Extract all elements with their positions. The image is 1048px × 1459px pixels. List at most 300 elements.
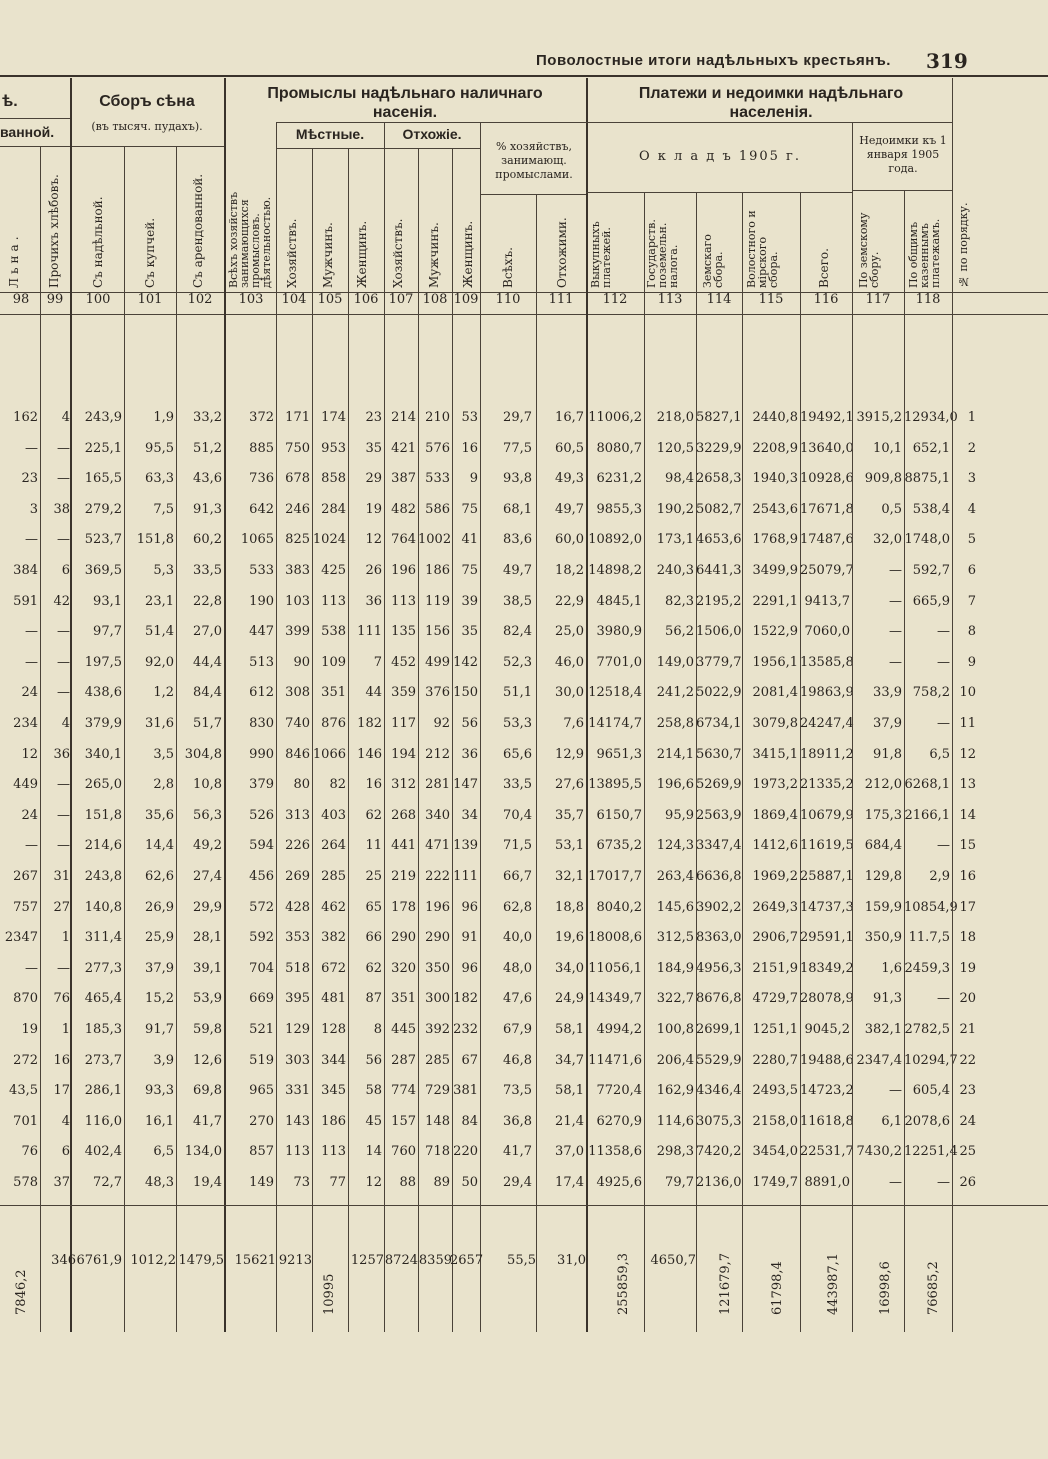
table-cell: 1,9: [153, 410, 174, 425]
table-cell: 151,8: [136, 532, 174, 548]
table-cell: 345: [321, 1083, 346, 1099]
table-cell: 909,8: [864, 471, 902, 487]
table-cell: 750: [285, 440, 310, 456]
table-cell: 225,1: [84, 440, 122, 456]
table-cell: 17,4: [555, 1175, 584, 1190]
table-cell: 25,9: [145, 930, 174, 946]
table-cell: 462: [321, 899, 346, 915]
table-cell: 12: [365, 1175, 382, 1190]
table-cell: 2459,3: [904, 960, 950, 976]
table-cell: 52,3: [503, 654, 532, 670]
table-row: [0, 410, 1048, 435]
table-cell: 5: [967, 532, 976, 548]
table-cell: 218,0: [656, 410, 694, 425]
table-cell: 704: [249, 960, 274, 976]
divider: [480, 292, 481, 1332]
table-cell: 17671,8: [800, 501, 854, 517]
table-cell: 37,9: [873, 716, 902, 731]
table-cell: 196,6: [656, 777, 694, 793]
table-cell: 1969,2: [752, 869, 798, 884]
table-cell: 162: [13, 410, 38, 425]
table-row: [0, 900, 1048, 925]
table-cell: 53,9: [193, 991, 222, 1007]
totals-rule: [0, 1205, 1048, 1206]
table-cell: 39,1: [193, 960, 222, 976]
table-cell: 576: [425, 440, 450, 456]
table-cell: 67: [461, 1052, 478, 1068]
table-cell: 22531,7: [800, 1144, 854, 1160]
table-cell: 482: [391, 501, 416, 517]
divider: [742, 292, 743, 1332]
table-cell: 22,8: [193, 593, 222, 609]
column-number: 111: [548, 292, 574, 307]
table-cell: 60,2: [193, 532, 222, 548]
table-row: [0, 655, 1048, 680]
table-row: [0, 991, 1048, 1016]
table-cell: 3902,2: [696, 899, 742, 915]
table-cell: 185,3: [84, 1022, 122, 1037]
table-cell: 29,9: [193, 899, 222, 915]
total-cell: 76685,2: [926, 1261, 941, 1315]
table-cell: 75: [461, 501, 478, 517]
table-cell: 39: [461, 593, 478, 609]
table-cell: 6268,1: [904, 777, 950, 793]
table-cell: 2347: [4, 930, 38, 946]
table-row: [0, 594, 1048, 619]
table-cell: 1940,3: [752, 471, 798, 487]
divider: [644, 292, 645, 1332]
table-cell: 24,9: [555, 991, 584, 1007]
table-row: [0, 808, 1048, 833]
table-cell: 652,1: [912, 440, 950, 456]
table-cell: 4: [967, 501, 976, 517]
column-number: 116: [813, 292, 839, 307]
table-cell: 285: [321, 869, 346, 884]
table-cell: 4653,6: [696, 532, 742, 548]
table-cell: 11618,8: [800, 1113, 854, 1129]
table-cell: 340: [425, 807, 450, 823]
table-cell: 162,9: [656, 1083, 694, 1099]
table-cell: 287: [391, 1052, 416, 1068]
table-cell: 36: [365, 593, 382, 609]
table-cell: 49,7: [555, 501, 584, 517]
divider: [480, 122, 481, 292]
table-cell: 19488,6: [800, 1052, 854, 1068]
table-cell: 6270,9: [596, 1113, 642, 1129]
table-cell: 75: [461, 563, 478, 578]
table-cell: 678: [285, 471, 310, 487]
table-cell: 18: [959, 930, 976, 946]
table-cell: 45: [365, 1113, 382, 1129]
table-cell: 71,5: [503, 838, 532, 854]
table-cell: 340,1: [84, 746, 122, 762]
table-cell: 18,8: [555, 899, 584, 915]
table-cell: 2347,4: [856, 1052, 902, 1068]
table-cell: 290: [425, 930, 450, 946]
table-cell: 66,7: [503, 869, 532, 884]
table-row: [0, 532, 1048, 557]
table-cell: 5269,9: [696, 777, 742, 793]
table-cell: 2,9: [929, 869, 950, 884]
table-cell: 774: [391, 1083, 416, 1099]
table-cell: 3779,7: [696, 654, 742, 670]
table-cell: 594: [249, 838, 274, 854]
table-cell: 119: [425, 593, 450, 609]
table-cell: 43,5: [9, 1083, 38, 1099]
table-cell: 10,8: [193, 777, 222, 793]
table-cell: 1251,1: [752, 1022, 798, 1037]
table-cell: 2081,4: [752, 685, 798, 701]
divider: [348, 292, 349, 1332]
table-cell: 9855,3: [596, 501, 642, 517]
col-113-header: Государств. поземельн. налога.: [645, 219, 680, 288]
table-cell: 3980,9: [596, 624, 642, 640]
table-cell: 194: [391, 746, 416, 762]
table-cell: 1956,1: [752, 654, 798, 670]
table-cell: 98,4: [665, 471, 694, 487]
table-cell: 1066: [312, 746, 346, 762]
table-cell: 60,0: [555, 532, 584, 548]
divider: [124, 292, 125, 1332]
table-cell: —: [57, 807, 70, 823]
table-cell: 592,7: [912, 563, 950, 578]
table-cell: 124,3: [656, 838, 694, 854]
table-cell: 277,3: [84, 960, 122, 976]
table-cell: 31,6: [145, 716, 174, 731]
table-cell: 381: [453, 1083, 478, 1099]
table-cell: 384: [13, 563, 38, 578]
table-cell: 214,6: [84, 838, 122, 854]
table-cell: —: [25, 532, 38, 548]
table-body: [0, 292, 1048, 1352]
table-cell: 206,4: [656, 1052, 694, 1068]
table-cell: 68,1: [503, 501, 532, 517]
edge-fragment-sub: ванной.: [0, 124, 55, 140]
table-cell: 1: [61, 930, 70, 946]
table-cell: 3075,3: [696, 1113, 742, 1129]
table-cell: 12: [365, 532, 382, 548]
table-cell: —: [57, 960, 70, 976]
col-108-header: Мужчинъ.: [427, 222, 441, 288]
table-cell: 13: [959, 777, 976, 793]
table-cell: 669: [249, 991, 274, 1007]
table-cell: 320: [391, 960, 416, 976]
table-cell: 27,4: [193, 869, 222, 884]
table-cell: 47,6: [503, 991, 532, 1007]
table-cell: 165,5: [84, 471, 122, 487]
table-cell: —: [937, 716, 950, 731]
table-cell: 62: [365, 807, 382, 823]
table-cell: 298,3: [656, 1144, 694, 1160]
table-cell: 14898,2: [588, 563, 642, 578]
table-cell: 58: [365, 1083, 382, 1099]
table-cell: 6,1: [881, 1113, 902, 1129]
table-cell: 31: [53, 869, 70, 884]
table-cell: 14: [959, 807, 976, 823]
table-cell: 1: [967, 410, 976, 425]
table-cell: 25079,7: [800, 563, 854, 578]
table-cell: 88: [399, 1175, 416, 1190]
table-cell: 359: [391, 685, 416, 701]
column-number: 103: [238, 292, 264, 307]
table-cell: 147: [453, 777, 478, 793]
table-cell: 1869,4: [752, 807, 798, 823]
table-row: [0, 1053, 1048, 1078]
divider: [176, 292, 177, 1332]
table-cell: 140,8: [84, 899, 122, 915]
table-cell: 51,2: [193, 440, 222, 456]
table-cell: 519: [249, 1052, 274, 1068]
table-cell: 6150,7: [596, 807, 642, 823]
table-cell: 36,8: [503, 1113, 532, 1129]
table-cell: —: [57, 624, 70, 640]
table-cell: 36: [461, 746, 478, 762]
table-cell: 421: [391, 440, 416, 456]
total-cell: 15621: [234, 1253, 276, 1268]
divider: [452, 292, 453, 1332]
table-cell: 10: [959, 685, 976, 701]
table-cell: 62,8: [503, 899, 532, 915]
table-cell: 2649,3: [752, 899, 798, 915]
table-cell: 449: [13, 777, 38, 793]
column-number: 112: [602, 292, 628, 307]
table-cell: 1065: [240, 532, 274, 548]
table-cell: 157: [391, 1113, 416, 1129]
table-cell: 26: [959, 1175, 976, 1190]
table-cell: 113: [391, 593, 416, 609]
table-cell: 1506,0: [696, 624, 742, 640]
table-cell: 29: [365, 471, 382, 487]
table-cell: 29591,1: [800, 930, 854, 946]
divider: [312, 148, 313, 292]
table-cell: 156: [425, 624, 450, 640]
table-cell: 830: [249, 716, 274, 731]
header-rule: [0, 75, 1048, 77]
divider: [0, 314, 1048, 315]
divider: [952, 78, 953, 292]
table-cell: 25,0: [555, 624, 584, 640]
column-number: 100: [85, 292, 111, 307]
table-cell: 33,5: [193, 563, 222, 578]
divider: [852, 292, 853, 1332]
table-cell: 46,8: [503, 1052, 532, 1068]
table-cell: 285: [425, 1052, 450, 1068]
table-cell: 7060,0: [804, 624, 850, 640]
total-cell: 8359: [418, 1253, 452, 1268]
total-cell: 121679,7: [718, 1252, 733, 1315]
table-cell: 6,5: [929, 746, 950, 762]
table-cell: 226: [285, 838, 310, 854]
table-cell: 35: [461, 624, 478, 640]
table-cell: 27: [53, 899, 70, 915]
table-cell: 24: [21, 807, 38, 823]
table-cell: 6231,2: [596, 471, 642, 487]
table-cell: 7420,2: [696, 1144, 742, 1160]
table-cell: 4925,6: [596, 1175, 642, 1190]
divider: [70, 292, 72, 1332]
table-cell: 2658,3: [696, 471, 742, 487]
crafts-title: Промыслы надѣльнаго наличнаго насенія.: [267, 85, 543, 121]
table-cell: 129: [285, 1022, 310, 1037]
table-cell: 19,6: [555, 930, 584, 946]
divider: [904, 292, 905, 1332]
table-cell: 612: [249, 685, 274, 701]
edge-fragment-title: ѣ.: [2, 93, 18, 110]
table-cell: 11471,6: [588, 1052, 642, 1068]
table-cell: 36: [53, 746, 70, 762]
table-cell: 3,9: [153, 1052, 174, 1068]
table-cell: 4: [61, 1113, 70, 1129]
col-112-header: Выкупныхъ платежей.: [589, 221, 613, 288]
table-cell: 51,7: [193, 716, 222, 731]
table-cell: 281: [425, 777, 450, 793]
table-cell: 28078,9: [800, 991, 854, 1007]
divider: [72, 146, 224, 147]
divider: [176, 146, 177, 292]
table-cell: 445: [391, 1022, 416, 1037]
table-cell: 308: [285, 685, 310, 701]
table-cell: 32,0: [873, 532, 902, 548]
divider: [586, 78, 588, 292]
column-number: 104: [281, 292, 307, 307]
table-cell: 2280,7: [752, 1052, 798, 1068]
table-cell: 12,9: [555, 746, 584, 762]
table-cell: 0,5: [881, 501, 902, 517]
table-cell: 870: [13, 991, 38, 1007]
table-cell: 2563,9: [696, 807, 742, 823]
table-cell: 300: [425, 991, 450, 1007]
hay-title: Сборъ сѣна: [99, 93, 195, 110]
table-cell: 3: [967, 471, 976, 487]
table-cell: 8676,8: [696, 991, 742, 1007]
column-number: 108: [422, 292, 448, 307]
divider: [536, 292, 537, 1332]
table-cell: 9: [967, 654, 976, 670]
divider: [224, 292, 226, 1332]
table-cell: 9651,3: [596, 746, 642, 762]
pct-title: % хозяйствъ, занимающ. промыслами.: [495, 140, 573, 181]
hay-subtitle: (въ тысяч. пудахъ).: [91, 120, 203, 133]
table-cell: 65,6: [503, 746, 532, 762]
divider: [952, 292, 953, 1332]
table-cell: 17017,7: [588, 869, 642, 884]
table-cell: 18349,2: [800, 960, 854, 976]
table-cell: 14737,3: [800, 899, 854, 915]
table-cell: —: [889, 1083, 902, 1099]
divider: [904, 190, 905, 292]
table-cell: 43,6: [193, 471, 222, 487]
table-cell: 212,0: [864, 777, 902, 793]
table-cell: 331: [285, 1083, 310, 1099]
col-115-header: Волостного и мірского сбора.: [745, 210, 780, 288]
table-cell: 22: [959, 1052, 976, 1068]
table-cell: 344: [321, 1052, 346, 1068]
table-cell: 395: [285, 991, 310, 1007]
table-cell: 56: [461, 716, 478, 731]
table-cell: 146: [357, 746, 382, 762]
table-cell: 109: [321, 654, 346, 670]
table-cell: 7: [373, 654, 382, 670]
table-cell: 33,2: [193, 410, 222, 425]
table-cell: 23: [959, 1083, 976, 1099]
table-cell: —: [25, 960, 38, 976]
table-cell: 34: [461, 807, 478, 823]
table-cell: 10854,9: [904, 899, 958, 915]
table-cell: 35,6: [145, 807, 174, 823]
table-cell: 174: [321, 410, 346, 425]
table-cell: 24247,4: [800, 716, 854, 731]
table-cell: 26,9: [145, 899, 174, 915]
table-cell: 135: [391, 624, 416, 640]
table-cell: 37: [53, 1175, 70, 1190]
column-number: 118: [915, 292, 941, 307]
table-cell: 990: [249, 746, 274, 762]
table-cell: 10,1: [873, 440, 902, 456]
table-row: [0, 869, 1048, 894]
total-cell: 2657: [450, 1253, 484, 1268]
table-cell: 13585,8: [800, 654, 854, 670]
column-number: 117: [865, 292, 891, 307]
table-cell: 1,6: [881, 960, 902, 976]
table-cell: 1522,9: [752, 624, 798, 640]
table-cell: 182: [357, 716, 382, 731]
table-cell: 24: [959, 1113, 976, 1129]
table-cell: 304,8: [184, 746, 222, 762]
table-cell: 7430,2: [856, 1144, 902, 1160]
table-cell: 858: [321, 471, 346, 487]
table-cell: 4: [61, 410, 70, 425]
table-cell: 965: [249, 1083, 274, 1099]
table-cell: 538: [321, 624, 346, 640]
column-number: 113: [657, 292, 683, 307]
table-cell: 38: [53, 501, 70, 517]
table-cell: 40,0: [503, 930, 532, 946]
table-cell: 196: [391, 563, 416, 578]
table-cell: 113: [321, 1144, 346, 1160]
column-number: 110: [495, 292, 521, 307]
table-cell: 672: [321, 960, 346, 976]
table-cell: 1,2: [153, 685, 174, 701]
divider: [0, 292, 1048, 293]
table-cell: 34,7: [555, 1052, 584, 1068]
col-117-header: По земскому сбору.: [857, 212, 881, 288]
table-row: [0, 838, 1048, 863]
table-cell: 7,5: [153, 501, 174, 517]
table-cell: 312: [391, 777, 416, 793]
away-title: Отхожіе.: [402, 126, 462, 142]
table-cell: 312,5: [656, 930, 694, 946]
col-103-header: Всѣхъ хозяйствъ занимающихся промысловъ. дѣятельностью.: [227, 191, 273, 288]
table-cell: 465,4: [84, 991, 122, 1007]
table-cell: 48,3: [145, 1175, 174, 1190]
table-cell: —: [25, 838, 38, 854]
table-cell: 53: [461, 410, 478, 425]
table-cell: 4729,7: [752, 991, 798, 1007]
col-111-header: Отхожими.: [555, 217, 569, 288]
table-cell: 2136,0: [696, 1175, 742, 1190]
table-cell: 8: [373, 1022, 382, 1037]
table-cell: 53,1: [555, 838, 584, 854]
table-cell: 392: [425, 1022, 450, 1037]
table-row: [0, 685, 1048, 710]
total-cell: 9213: [278, 1253, 312, 1268]
table-row: [0, 471, 1048, 496]
table-cell: 351: [391, 991, 416, 1007]
table-cell: 10928,6: [800, 471, 854, 487]
divider: [852, 122, 853, 292]
table-cell: 79,7: [665, 1175, 694, 1190]
table-cell: 665,9: [912, 593, 950, 609]
